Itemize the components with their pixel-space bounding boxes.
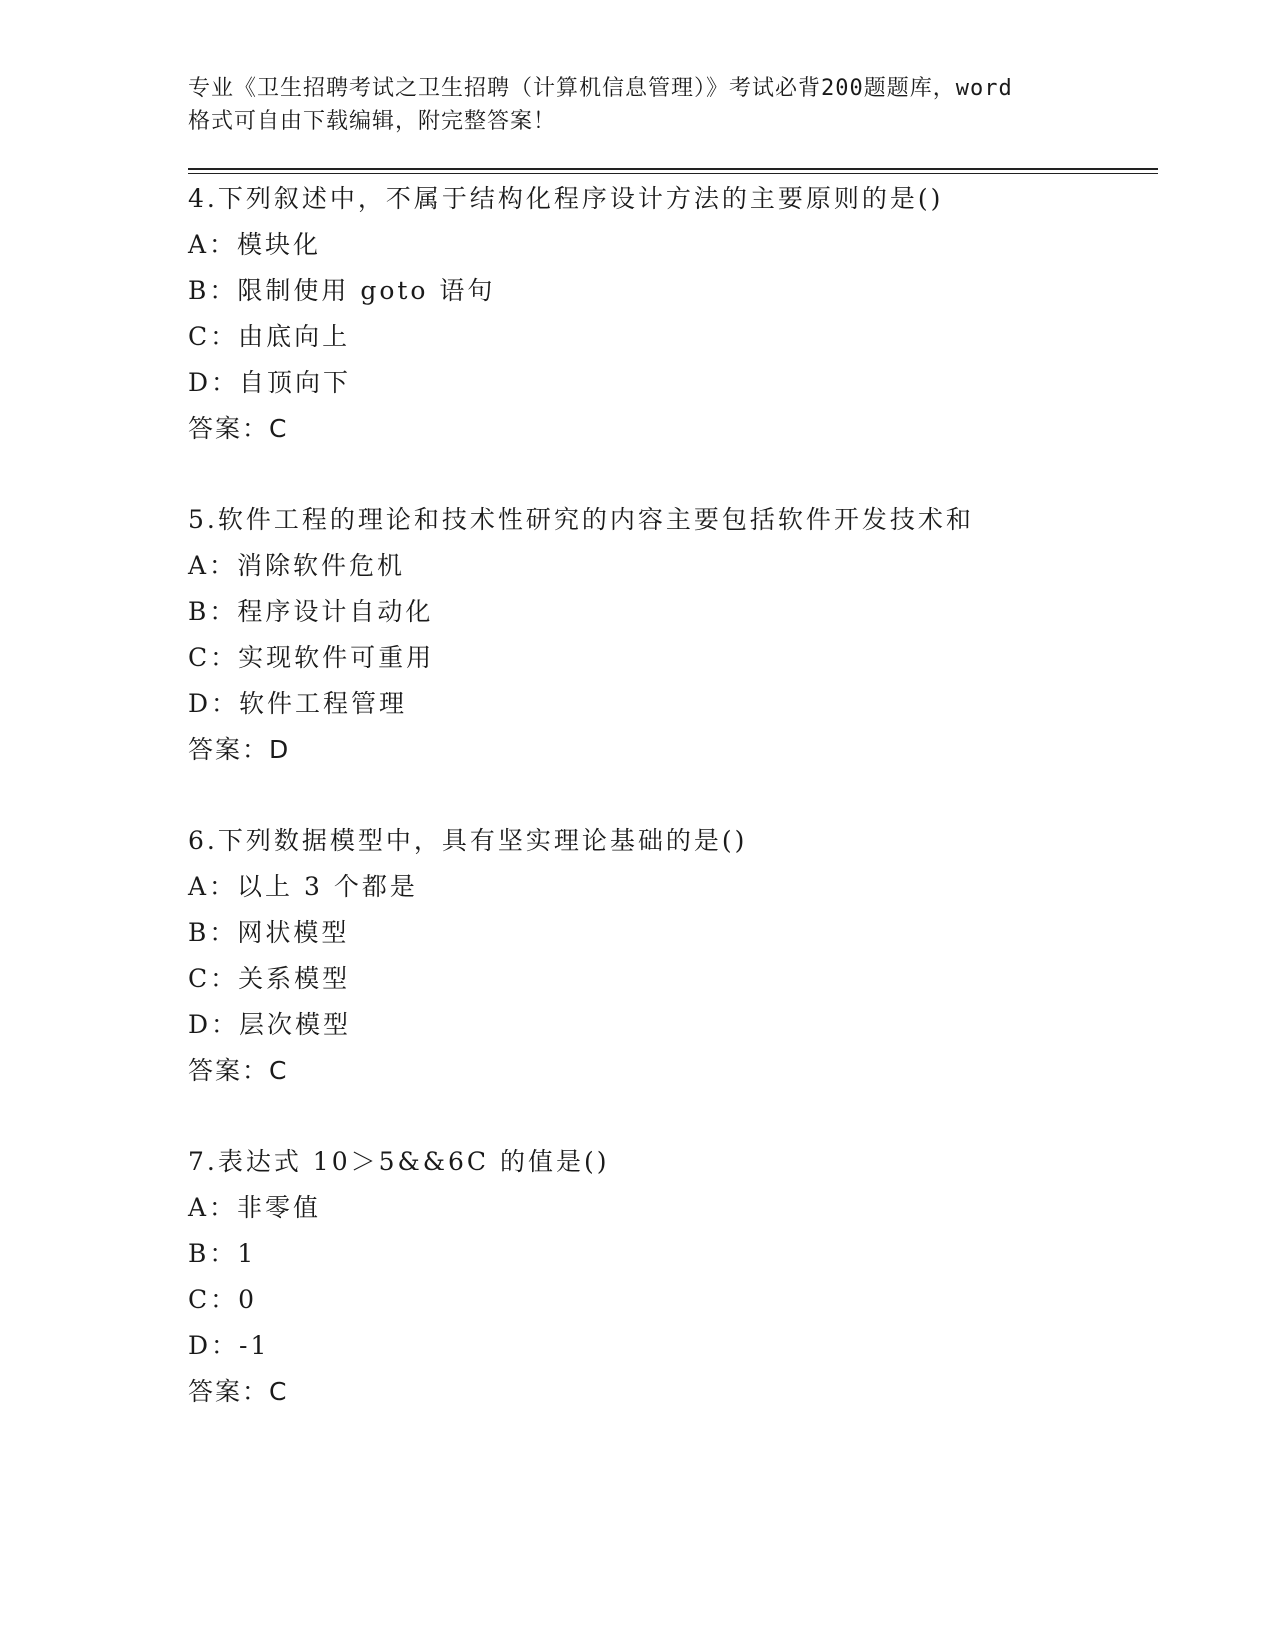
question-7: [188, 1139, 1158, 1415]
answer-line: 答案：C: [188, 414, 289, 443]
document-header: [188, 72, 1088, 138]
option-b: B：网状模型: [188, 918, 350, 947]
answer-line: 答案：D: [188, 735, 291, 764]
header-divider: [188, 168, 1158, 170]
option-a: A：非零值: [188, 1193, 322, 1222]
option-d: D：软件工程管理: [188, 689, 408, 718]
option-a: A：模块化: [188, 230, 322, 259]
answer-line: 答案：C: [188, 1377, 289, 1406]
option-b: B：1: [188, 1239, 257, 1268]
question-stem: 7.表达式 10＞5&&6C 的值是(): [188, 1147, 610, 1176]
option-c: C：关系模型: [188, 964, 351, 993]
header-line-2: 格式可自由下载编辑，附完整答案！: [188, 109, 557, 134]
question-stem: 4.下列叙述中，不属于结构化程序设计方法的主要原则的是(): [188, 184, 944, 213]
answer-line: 答案：C: [188, 1056, 289, 1085]
question-stem: 6.下列数据模型中，具有坚实理论基础的是(): [188, 826, 748, 855]
option-a: A：以上 3 个都是: [188, 872, 418, 901]
header-line-1: 专业《卫生招聘考试之卫生招聘（计算机信息管理）》考试必背200题题库，word: [188, 76, 1013, 101]
option-c: C：0: [188, 1285, 258, 1314]
option-b: B：限制使用 goto 语句: [188, 276, 496, 305]
question-list: [188, 176, 1158, 1415]
question-5: [188, 497, 1158, 773]
option-a: A：消除软件危机: [188, 551, 406, 580]
option-c: C：由底向上: [188, 322, 351, 351]
option-c: C：实现软件可重用: [188, 643, 435, 672]
document-page: [188, 72, 1158, 1460]
option-d: D：层次模型: [188, 1010, 352, 1039]
question-6: [188, 818, 1158, 1094]
option-d: D：-1: [188, 1331, 270, 1360]
option-b: B：程序设计自动化: [188, 597, 434, 626]
question-stem: 5.软件工程的理论和技术性研究的内容主要包括软件开发技术和: [188, 505, 974, 534]
question-4: [188, 176, 1158, 452]
option-d: D：自顶向下: [188, 368, 352, 397]
